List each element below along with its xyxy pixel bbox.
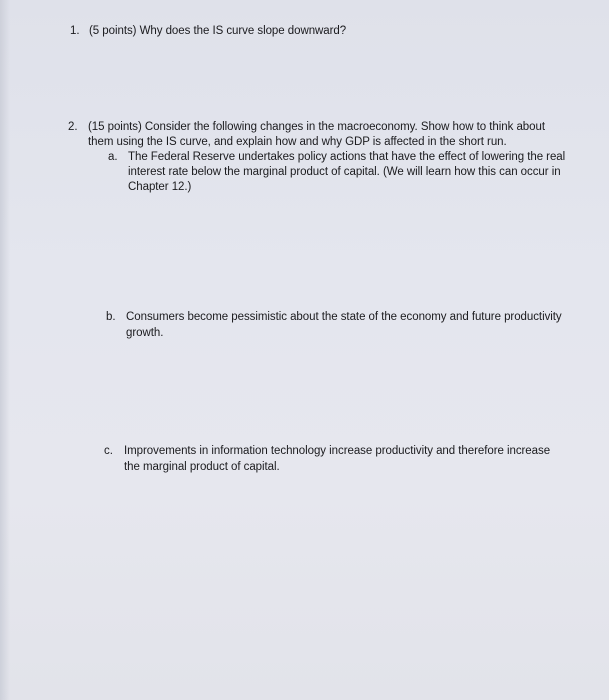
- part-b-text-line-2: growth.: [126, 327, 164, 339]
- part-c-text-line-1: Improvements in information technology increase productivity and therefore increase: [124, 445, 551, 457]
- question-2-text-line-1: (15 points) Consider the following changes in the macroeconomy. Show how to think about: [88, 121, 545, 133]
- question-1-number: 1.: [70, 25, 80, 37]
- question-2-text-line-2: them using the IS curve, and explain how and why GDP is affected in the short run.: [88, 136, 507, 148]
- part-b-text-line-1: Consumers become pessimistic about the state of the economy and future productivity: [126, 311, 562, 323]
- page-edge-shadow: [0, 0, 10, 700]
- part-c-letter: c.: [104, 445, 113, 457]
- part-b-letter: b.: [106, 311, 116, 323]
- question-1-text: (5 points) Why does the IS curve slope downward?: [89, 25, 347, 37]
- part-c-text-line-2: the marginal product of capital.: [124, 461, 280, 473]
- part-a-text-line-2: interest rate below the marginal product of capital. (We will learn how this can occur in: [128, 166, 561, 178]
- question-2-number: 2.: [68, 121, 78, 133]
- part-a-letter: a.: [108, 151, 118, 163]
- part-a-text-line-1: The Federal Reserve undertakes policy actions that have the effect of lowering the real: [128, 151, 566, 163]
- part-a-text-line-3: Chapter 12.): [128, 181, 192, 193]
